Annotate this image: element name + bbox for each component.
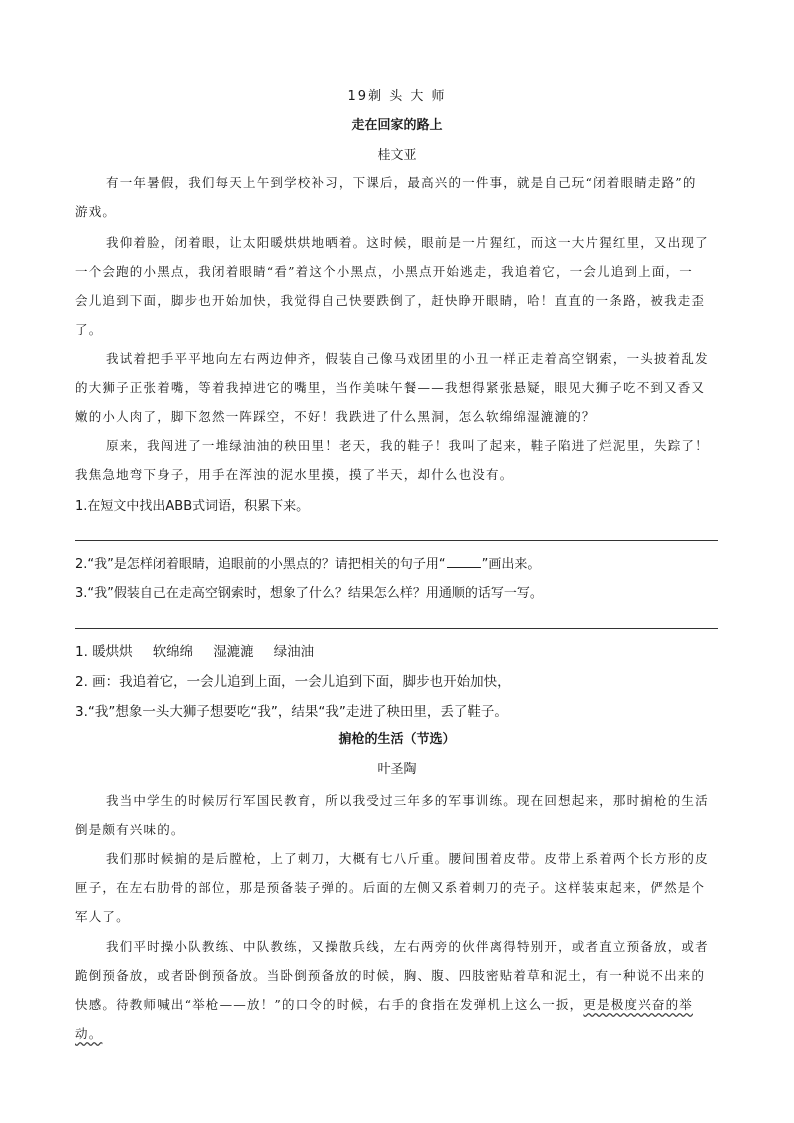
answer-word: 湿漉漉	[213, 644, 254, 660]
answer-1	[75, 643, 314, 661]
answer-line	[75, 540, 718, 541]
passage-line: 有一年暑假，我们每天上午到学校补习，下课后，最高兴的一件事，就是自己玩“闭着眼睛走路”的	[106, 175, 697, 190]
passage-2-line: 我们那时候掮的是后膛枪，上了刺刀，大概有七八斤重。腰间围着皮带。皮带上系着两个长方形的皮	[106, 851, 709, 866]
answer-line	[75, 628, 718, 629]
question-1: 1.在短文中找出ABB式词语，积累下来。	[75, 499, 310, 514]
passage-line: 原来，我闯进了一堆绿油油的秧田里！老天，我的鞋子！我叫了起来，鞋子陷进了烂泥里，失踪了！	[106, 438, 709, 453]
question-2-text: 2.“我”是怎样闭着眼睛，追眼前的小黑点的？请把相关的句子用“	[75, 557, 446, 572]
answer-word: 暖烘烘	[92, 644, 133, 660]
passage-line: 会儿追到下面，脚步也开始加快，我觉得自己快要跌倒了，赶快睁开眼睛，哈！直直的一条路，被我走歪	[75, 293, 706, 308]
lesson-heading: 19剃 头 大 师	[347, 89, 447, 104]
passage-2-line	[75, 1025, 102, 1043]
passage-line: 嫩的小人肉了，脚下忽然一阵踩空，不好！我跌进了什么黑洞，怎么软绵绵湿漉漉的？	[75, 409, 596, 424]
answer-1-prefix: 1.	[75, 644, 88, 660]
passage-line: 的大狮子正张着嘴，等着我掉进它的嘴里，当作美味午餐——我想得紧张悬疑，眼见大狮子吃不到又香又	[75, 380, 706, 395]
passage-line: 我试着把手平平地向左右两边伸齐，假装自己像马戏团里的小丑一样正走着高空钢索，一头披着乱发	[106, 351, 709, 366]
marked-sentence: 更是极度兴奋的举	[583, 997, 693, 1012]
passage-2-line: 我们平时操小队教练、中队教练，又操散兵线，左右两旁的伙伴离得特别开，或者直立预备放，或者	[106, 939, 709, 954]
passage-title: 走在回家的路上	[351, 118, 443, 133]
underline-blank	[447, 556, 481, 568]
question-2-text-end: ”画出来。	[481, 557, 541, 572]
passage-2-line	[75, 996, 693, 1014]
passage-line: 游戏。	[75, 204, 117, 219]
answer-word: 软绵绵	[152, 644, 194, 660]
passage-2-title: 掮枪的生活（节选）	[338, 732, 456, 747]
answer-word: 绿油油	[273, 644, 315, 660]
passage-2-line: 匣子，在左右肋骨的部位，那是预备装子弹的。后面的左侧又系着刺刀的壳子。这样装束起来，俨然是个	[75, 880, 706, 895]
passage-line: 了。	[75, 322, 103, 337]
passage-2-author: 叶圣陶	[377, 762, 417, 777]
passage-line: 一个会跑的小黑点，我闭着眼睛“看”着这个小黑点，小黑点开始逃走，我追着它，一会儿追到上面，一	[75, 264, 693, 279]
question-2	[75, 556, 540, 574]
passage-2-text: 快感。待教师喊出“举枪——放！”的口令的时候，右手的食指在发弹机上这么一扳，	[75, 997, 584, 1012]
passage-2-line: 军人了。	[75, 909, 130, 924]
passage-2-line: 跪倒预备放，或者卧倒预备放。当卧倒预备放的时候，胸、腹、四肢密贴着草和泥土，有一种说不出来的	[75, 968, 706, 983]
passage-line: 我仰着脸，闭着眼，让太阳暖烘烘地晒着。这时候，眼前是一片猩红，而这一大片猩红里，又出现了	[106, 235, 709, 250]
passage-2-line: 我当中学生的时候厉行军国民教育，所以我受过三年多的军事训练。现在回想起来，那时掮枪的生活	[106, 793, 709, 808]
marked-sentence-end: 动。	[75, 1026, 103, 1041]
answer-3: 3.“我”想象一头大狮子想要吃“我”，结果“我”走进了秧田里，丢了鞋子。	[75, 704, 508, 720]
answer-2: 2. 画：我追着它，一会儿追到上面，一会儿追到下面，脚步也开始加快，	[75, 674, 511, 690]
question-3: 3.“我”假装自己在走高空钢索时，想象了什么？结果怎么样？用通顺的话写一写。	[75, 586, 543, 601]
passage-2-line: 倒是颇有兴味的。	[75, 822, 185, 837]
passage-line: 我焦急地弯下身子，用手在浑浊的泥水里摸，摸了半天，却什么也没有。	[75, 467, 514, 482]
passage-author: 桂文亚	[377, 148, 417, 163]
